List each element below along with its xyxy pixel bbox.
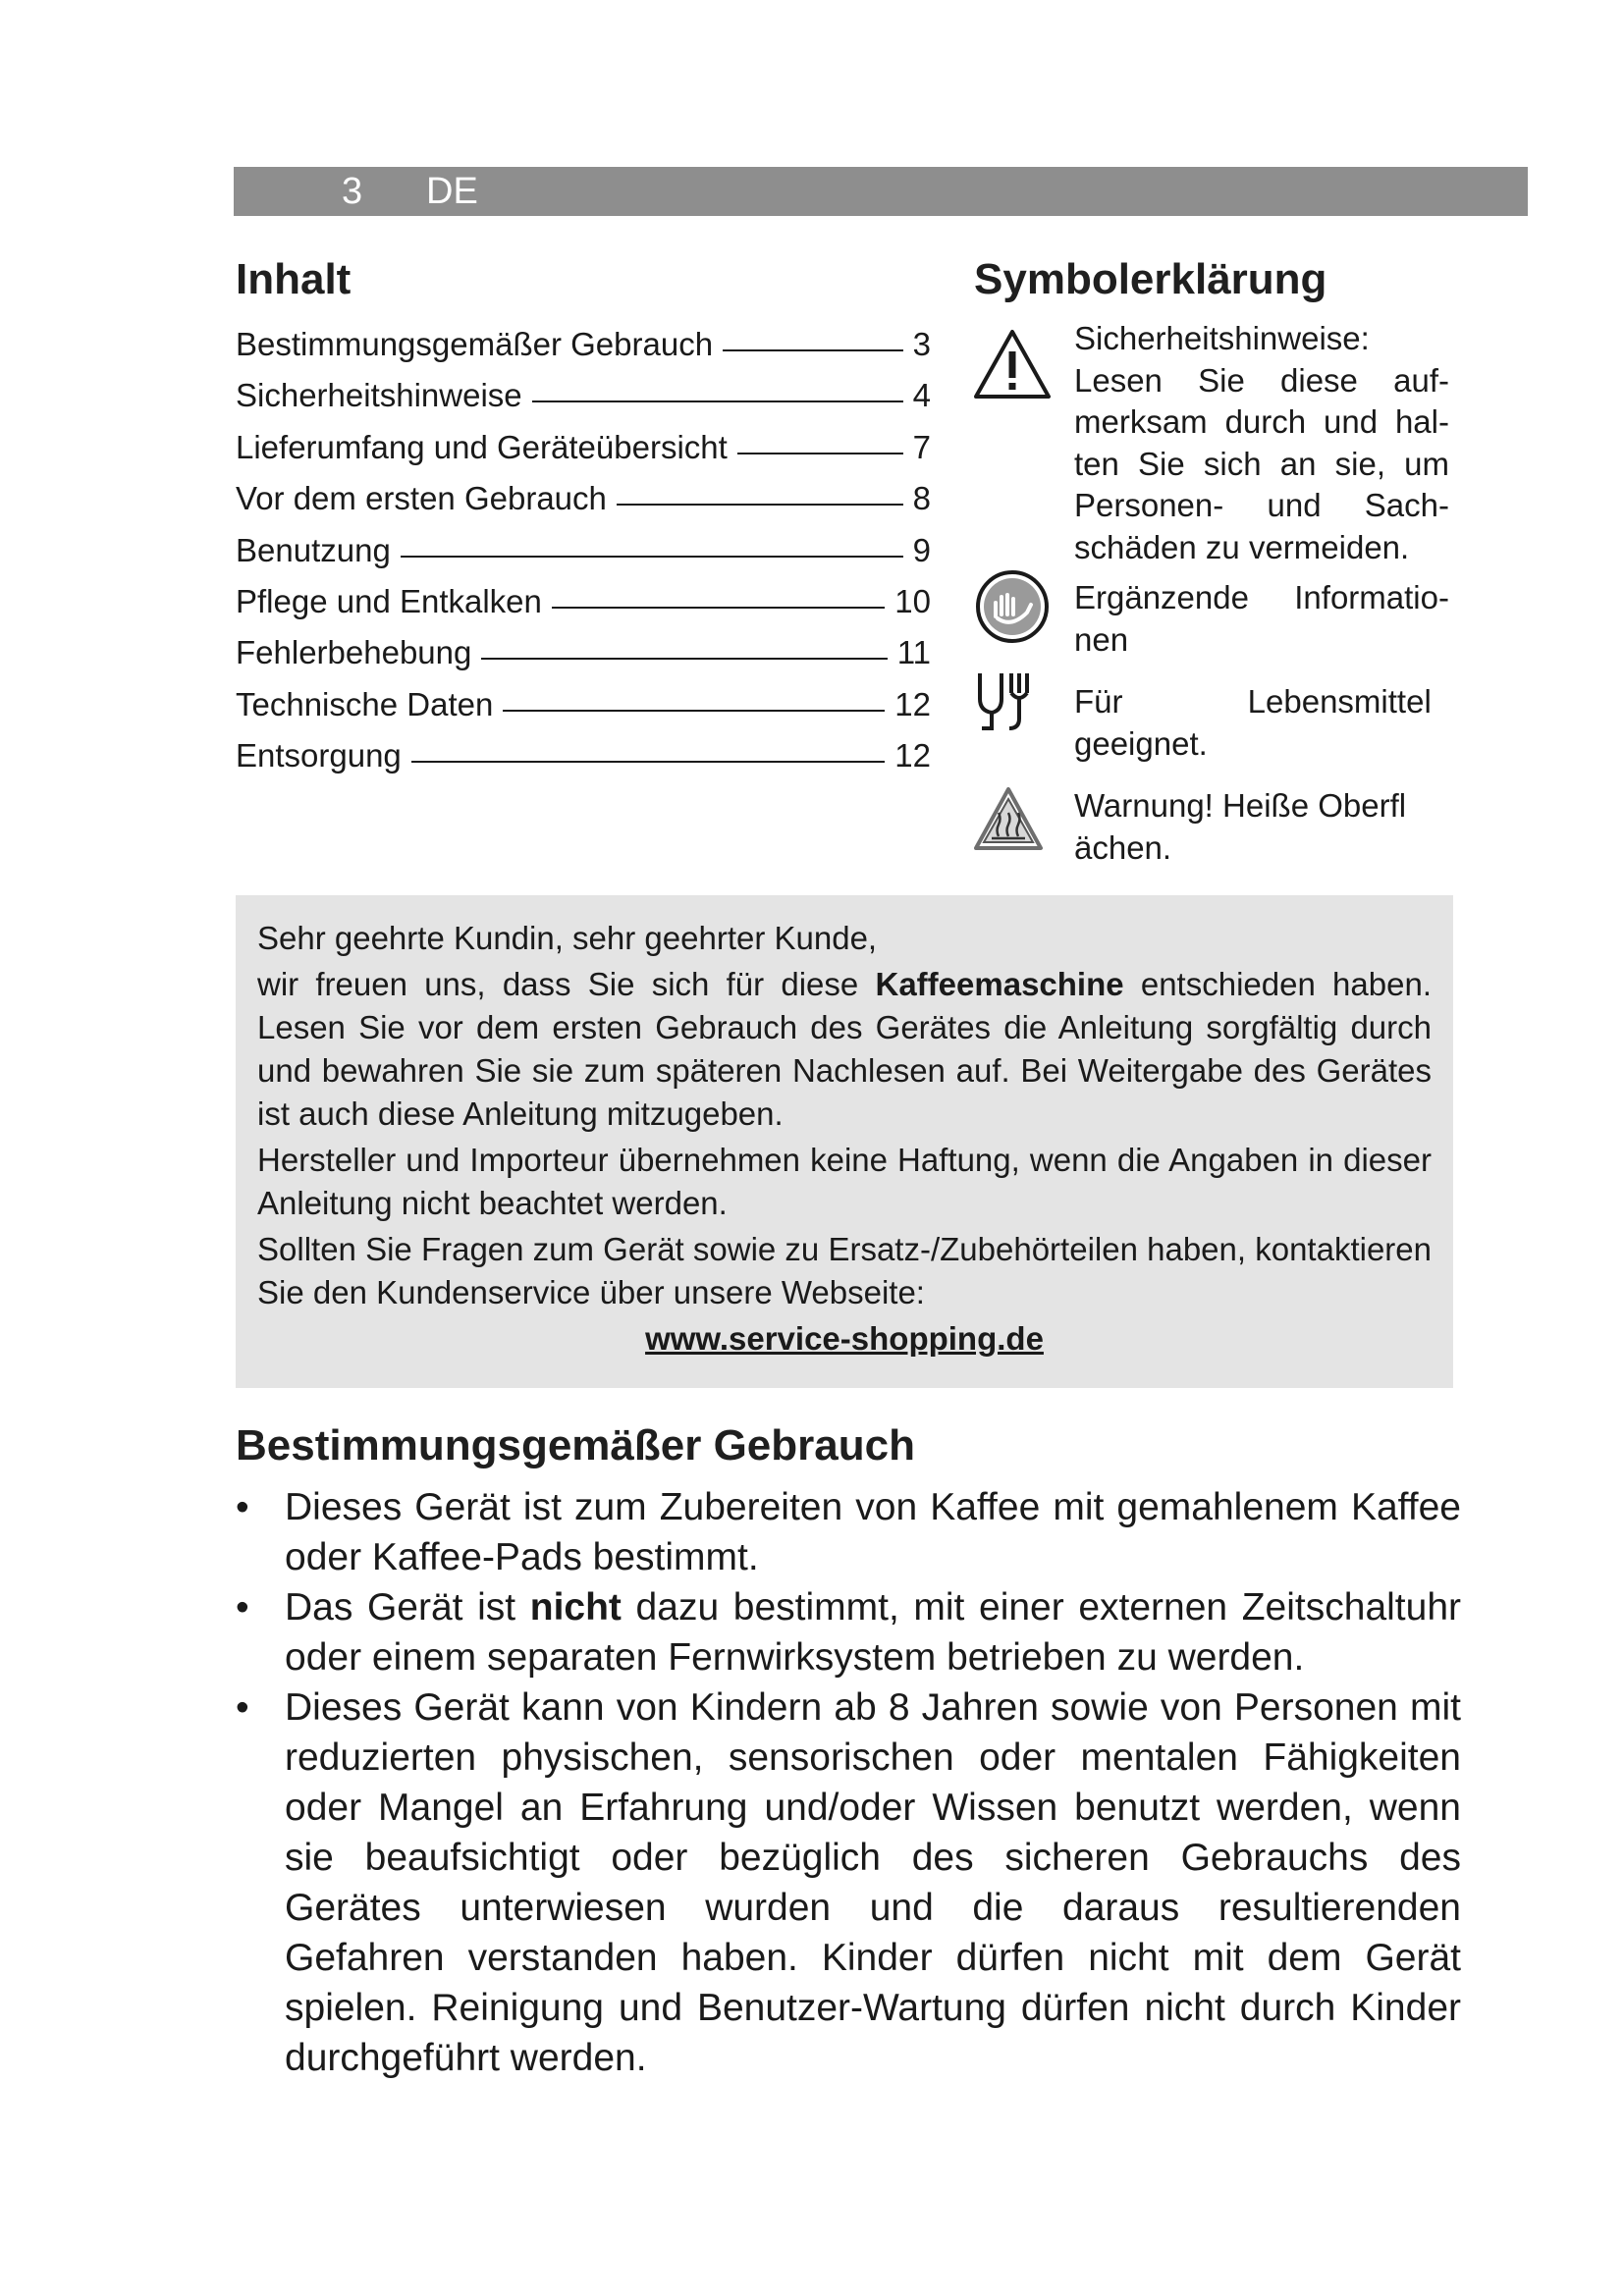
symbol-safety-description — [1074, 318, 1449, 568]
toc-page: 7 — [912, 428, 931, 465]
toc-page: 4 — [912, 377, 931, 414]
list-item-text: Dieses Gerät kann von Kindern ab 8 Jahren sowie von Personen mit reduzierten physischen, sensorischen oder mentalen Fähigkeiten oder Mangel an Erfahrung und/oder Wissen benutzt werden, wenn sie beaufsichtigt oder bezüglich des sicheren Gebrauchs des Gerätes unterwiesen wurden und die daraus resultierenden Gefahren verstanden haben. Kinder dürfen nicht mit dem Gerät spielen. Reinigung und Benutzer-Wartung dürfen nicht durch Kinder durchgeführt werden. — [285, 1686, 1461, 2079]
product-name: Kaffeemaschine — [875, 966, 1124, 1002]
bullet-marker: • — [236, 1686, 249, 1729]
toc-row[interactable] — [236, 429, 931, 480]
toc-label: Fehlerbehebung — [236, 634, 472, 671]
food-safe-icon — [972, 669, 1035, 732]
toc-title: Inhalt — [236, 255, 352, 303]
toc-label: Technische Daten — [236, 685, 494, 722]
symbol-safety-heading: Sicherheitshinweise: — [1074, 320, 1370, 356]
bullet-marker: • — [236, 1486, 249, 1528]
toc-row[interactable] — [236, 377, 931, 428]
page-number: 3 — [342, 171, 363, 212]
toc-page: 12 — [894, 737, 931, 774]
symbol-food-text — [1074, 681, 1449, 765]
toc-label: Bestimmungsgemäßer Gebrauch — [236, 326, 714, 362]
toc-leader — [411, 761, 885, 763]
customer-greeting-box — [236, 895, 1453, 1388]
toc-label: Pflege und Entkalken — [236, 582, 542, 619]
greeting-salutation: Sehr geehrte Kundin, sehr geehrter Kunde, — [257, 920, 878, 956]
toc-row[interactable] — [236, 583, 931, 634]
greeting-paragraph-2: Hersteller und Importeur übernehmen keine Haftung, wenn die Angaben in dieser Anleitung nicht beachtet werden. — [257, 1142, 1432, 1221]
warning-triangle-icon — [972, 328, 1053, 400]
toc-row[interactable] — [236, 480, 931, 531]
toc-leader — [481, 658, 887, 660]
toc-row[interactable] — [236, 686, 931, 737]
toc-leader — [723, 349, 903, 351]
toc-page: 9 — [912, 531, 931, 568]
toc-row[interactable] — [236, 326, 931, 377]
toc-page: 8 — [912, 480, 931, 517]
greeting-paragraph-3: Sollten Sie Fragen zum Gerät sowie zu Ersatz-/Zubehörteilen haben, kontaktieren Sie den Kundenservice über unsere Webseite: — [257, 1231, 1432, 1310]
toc-row[interactable] — [236, 634, 931, 685]
table-of-contents — [236, 326, 931, 789]
list-item — [236, 1582, 1461, 1682]
list-item-text-start: Das Gerät ist — [285, 1586, 530, 1629]
page-header-bar — [234, 167, 1528, 216]
toc-label: Lieferumfang und Geräteübersicht — [236, 428, 728, 465]
symbol-safety-text: Lesen Sie diese aufmerksam durch und halten Sie sich an sie, um Personen- und Sachschäden zu vermeiden. — [1074, 361, 1449, 565]
toc-leader — [532, 400, 903, 402]
symbol-info-text: Ergänzende Informationen — [1074, 579, 1449, 658]
toc-page: 3 — [912, 326, 931, 362]
greeting-p1-start: wir freuen uns, dass Sie sich für diese — [257, 966, 876, 1002]
symbols-title: Symbolerklärung — [974, 255, 1327, 303]
toc-page: 11 — [896, 634, 931, 671]
info-hand-icon — [972, 569, 1053, 644]
toc-leader — [737, 453, 903, 454]
bullet-marker: • — [236, 1586, 249, 1629]
language-code: DE — [426, 171, 478, 212]
toc-page: 10 — [894, 582, 931, 619]
toc-leader — [503, 710, 885, 712]
greeting-p1-end: entschieden haben. Lesen Sie vor dem ersten Gebrauch des Gerätes die Anleitung sorgfältig durch und bewahren Sie sie zum späteren Nachlesen auf. Bei Weitergabe des Gerätes ist auch diese Anleitung mitzugeben. — [257, 966, 1432, 1132]
toc-label: Sicherheitshinweise — [236, 377, 522, 414]
toc-label: Entsorgung — [236, 737, 402, 774]
symbol-hot-text-line: Warnung! Heiße Oberfl ächen. — [1074, 787, 1407, 866]
toc-label: Benutzung — [236, 531, 391, 568]
toc-leader — [401, 556, 903, 558]
list-item — [236, 1482, 1461, 1582]
symbol-hot-text — [1074, 785, 1449, 869]
toc-leader — [552, 607, 885, 609]
hot-surface-icon — [972, 785, 1045, 852]
greeting-paragraph-1 — [257, 963, 1432, 1136]
toc-row[interactable] — [236, 737, 931, 788]
toc-page: 12 — [894, 685, 931, 722]
list-item — [236, 1682, 1461, 2083]
list-item-text: Dieses Gerät ist zum Zubereiten von Kaffee mit gemahlenem Kaffee oder Kaffee-Pads bestimmt. — [285, 1486, 1461, 1578]
intended-use-list — [236, 1482, 1461, 2083]
toc-leader — [617, 504, 903, 506]
symbol-food-text-line: Für Lebensmittel geeignet. — [1074, 683, 1432, 762]
list-item-text-end: dazu bestimmt, mit einer externen Zeitschaltuhr oder einem separaten Fernwirksystem betrieben zu werden. — [285, 1586, 1461, 1679]
list-item-emphasis: nicht — [529, 1586, 622, 1629]
intended-use-title: Bestimmungsgemäßer Gebrauch — [236, 1421, 915, 1469]
service-website-link[interactable]: www.service-shopping.de — [645, 1320, 1044, 1357]
toc-row[interactable] — [236, 532, 931, 583]
toc-label: Vor dem ersten Gebrauch — [236, 480, 607, 517]
